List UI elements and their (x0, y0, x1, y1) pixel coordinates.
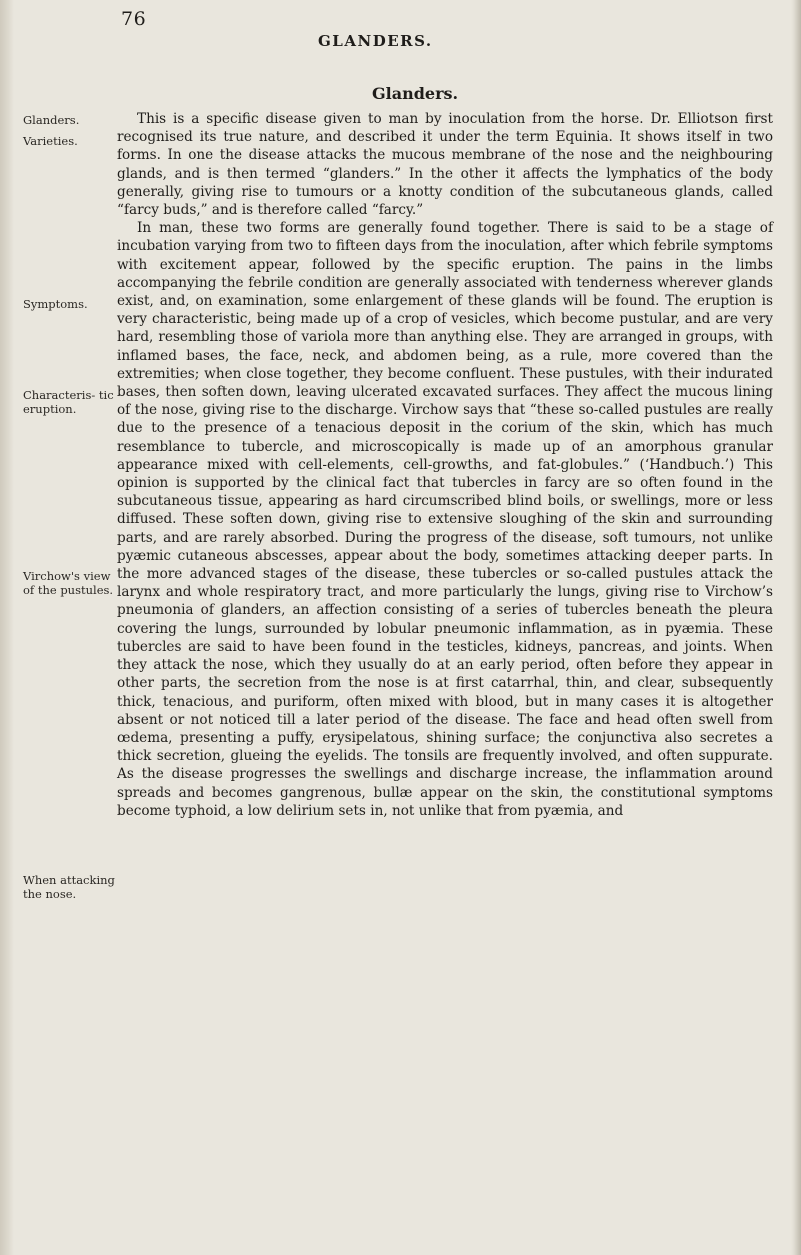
page-number: 76 (121, 8, 147, 30)
body-text (117, 110, 773, 820)
section-title: Glanders. (372, 84, 459, 103)
margin-note-glanders: Glanders. (23, 113, 80, 127)
margin-note-symptoms: Symptoms. (23, 297, 88, 311)
paragraph-1: This is a specific disease given to man by inoculation from the horse. Dr. Elliotson first recognised its true nature, and described it under the term Equinia. It shows itself in two forms. In one the disease attacks the mucous membrane of the nose and the neighbouring glands, and is then termed “glanders.” In the other it affects the lymphatics of the body generally, giving rise to tumours or a knotty condition of the subcutaneous glands, called “farcy buds,” and is therefore called “farcy.” (117, 111, 773, 219)
margin-note-when-attacking-nose: When attacking the nose. (23, 873, 115, 901)
paragraph-2: In man, these two forms are generally found together. There is said to be a stage of incubation varying from two to fifteen days from the inoculation, after which febrile symptoms with excitement appear, followed by the specific eruption. The pains in the limbs accompanying the febrile condition are generally associated with tenderness wherever glands exist, and, on examination, some enlargement of these glands will be found. The eruption is very characteristic, being made up of a crop of vesicles, which become pustular, and are very hard, resembling those of variola more than anything else. They are arranged in groups, with inflamed bases, the face, neck, and abdomen being, as a rule, more covered than the extremities; when close together, they become confluent. These pustules, with their indurated bases, then soften down, leaving ulcerated excavated surfaces. They affect the mucous lining of the nose, giving rise to the discharge. Virchow says that “these so-called pustules are really due to the presence of a tenacious deposit in the corium of the skin, which has much resemblance to tubercle, and microscopically is made up of an amorphous granular appearance mixed with cell-elements, cell-growths, and fat-globules.” (‘Handbuch.’) This opinion is supported by the clinical fact that tubercles in farcy are so often found in the subcutaneous tissue, appearing as hard circumscribed blind boils, or swellings, more or less diffused. These soften down, giving rise to extensive sloughing of the skin and surrounding parts, and are rarely absorbed. During the progress of the disease, soft tumours, not unlike pyæmic cutaneous abscesses, appear about the body, sometimes attacking deeper parts. In the more advanced stages of the disease, these tubercles or so-called pustules attack the larynx and whole respiratory tract, and more particularly the lungs, giving rise to Virchow’s pneumonia of glanders, an affection consisting of a series of tubercles beneath the pleura covering the lungs, surrounded by lobular pneumonic inflammation, as in pyæmia. These tubercles are said to have been found in the testicles, kidneys, pancreas, and joints. When they attack the nose, which they usually do at an early period, often before they appear in other parts, the secretion from the nose is at first catarrhal, thin, and clear, subsequently thick, tenacious, and puriform, often mixed with blood, but in many cases it is altogether absent or not noticed till a later period of the disease. The face and head often swell from œdema, presenting a puffy, erysipelatous, shining surface; the conjunctiva also secretes a thick secretion, glueing the eyelids. The tonsils are frequently involved, and often suppurate. As the disease progresses the swellings and discharge increase, the inflammation around spreads and becomes gangrenous, bullæ appear on the skin, the constitutional symptoms become typhoid, a low delirium sets in, not unlike that from pyæmia, and (117, 220, 773, 819)
running-head: GLANDERS. (318, 32, 433, 50)
page-gutter-shadow (0, 0, 14, 1255)
page-edge-shadow (791, 0, 801, 1255)
margin-note-varieties: Varieties. (23, 134, 78, 148)
margin-note-characteristic-eruption: Characteris- tic eruption. (23, 388, 114, 416)
margin-note-virchows-view: Virchow's view of the pustules. (23, 569, 114, 597)
